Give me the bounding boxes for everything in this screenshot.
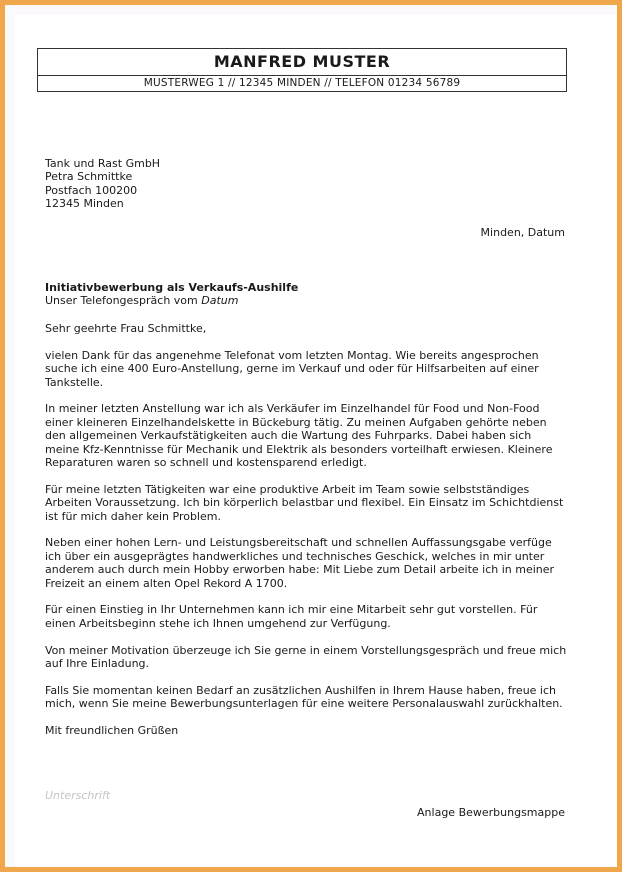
paragraph: Für meine letzten Tätigkeiten war eine produktive Arbeit im Team sowie selbstständiges Arbeiten Voraussetzung. Ich bin körperlich belastbar und flexibel. Ein Einsatz im Schichtdienst ist für mich daher kein Problem. [45,482,564,523]
subject-reference-date: Datum [201,294,239,308]
sender-name: MANFRED MUSTER [38,49,566,76]
paragraph: Falls Sie momentan keinen Bedarf an zusätzlichen Aushilfen in Ihrem Hause haben, freue ich mich, wenn Sie meine Bewerbungsunterlagen für eine weitere Personalauswahl zurückhalten. [45,683,563,711]
paragraph: In meiner letzten Anstellung war ich als Verkäufer im Einzelhandel für Food und Non-Food einer kleineren Einzelhandelskette in Bückeburg tätig. Zu meinen Aufgaben gehörte neben den allgemeinen Verkaufstätigkeiten auch die Wartung des Fuhrparks. Dabei haben sich meine Kfz-Kenntnisse für Mechanik und Elektrik als besonders vorteilhaft erwiesen. Kleinere Reparaturen waren so schnell und kostensparend erledigt. [45,402,553,470]
recipient-company: Tank und Rast GmbH [45,157,161,170]
sender-address: MUSTERWEG 1 // 12345 MINDEN // TELEFON 01234 56789 [143,77,461,89]
subject-title: Initiativbewerbung als Verkaufs-Aushilfe [45,281,299,294]
closing: Mit freundlichen Grüßen [45,724,179,738]
paragraph: Neben einer hohen Lern- und Leistungsbereitschaft und schnellen Auffassungsgabe verfüge ich über ein ausgeprägtes handwerkliches und technisches Geschick, welches in mir unter anderem auch durch mein Hobby erworben habe: Mit Liebe zum Detail arbeite ich in meiner Freizeit an einem alten Opel Rekord A 1700. [45,536,555,590]
recipient-postbox: Postfach 100200 [45,183,138,197]
letter-body [45,322,567,751]
letter-page [15,15,617,867]
subject-reference [45,294,565,307]
enclosure: Anlage Bewerbungsmappe [417,806,565,819]
letterhead [37,48,567,92]
subject-reference-prefix: Unser Telefongespräch vom [45,294,202,308]
salutation: Sehr geehrte Frau Schmittke, [45,322,207,335]
place-date: Minden, Datum [480,226,565,239]
recipient-person: Petra Schmittke [45,170,133,184]
signature: Unterschrift [45,789,111,802]
subject-block [45,281,565,308]
recipient-city: 12345 Minden [45,197,124,211]
paragraph: vielen Dank für das angenehme Telefonat vom letzten Montag. Wie bereits angesprochen suche ich eine 400 Euro-Anstellung, gerne im Verkauf und oder für Hilfsarbeiten auf einer Tankstelle. [45,348,539,389]
paragraph: Für einen Einstieg in Ihr Unternehmen kann ich mir eine Mitarbeit sehr gut vorstellen. Für einen Arbeitsbeginn stehe ich Ihnen umgehend zur Verfügung. [45,603,538,630]
paragraph: Von meiner Motivation überzeuge ich Sie gerne in einem Vorstellungsgespräch und freue mich auf Ihre Einladung. [45,643,567,671]
recipient-block [45,157,160,211]
